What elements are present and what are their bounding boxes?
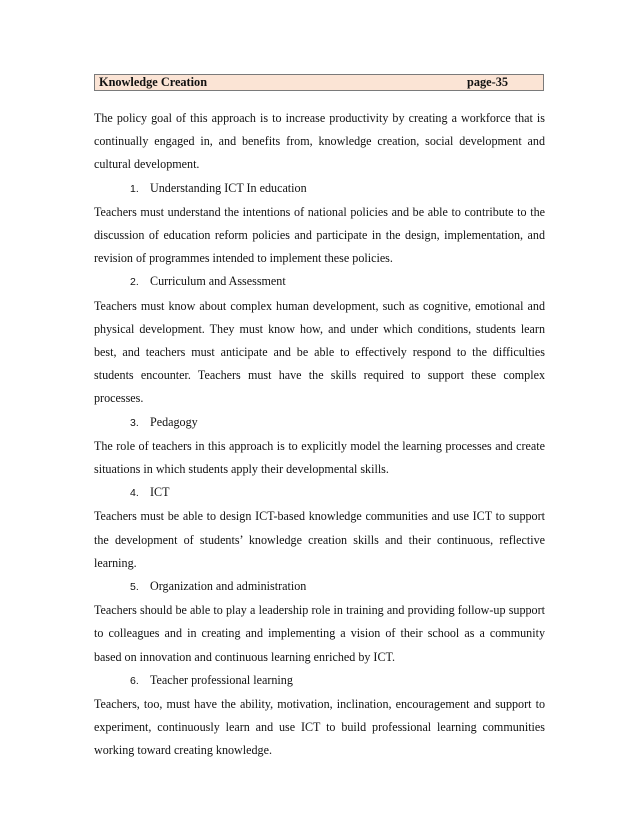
section-2	[94, 270, 545, 410]
section-4	[94, 481, 545, 575]
section-body: Teachers must understand the intentions of national policies and be able to contribute to the discussion of education reform policies and participate in the design, implementation, and revision of programmes intended to implement these policies.	[94, 204, 545, 266]
section-title: Organization and administration	[150, 579, 307, 594]
section-body: The role of teachers in this approach is to explicitly model the learning processes and create situations in which students apply their developmental skills.	[94, 438, 545, 477]
section-number: 4.	[130, 487, 139, 500]
section-title: Teacher professional learning	[150, 672, 293, 687]
section-5	[94, 575, 545, 669]
section-number: 2.	[130, 276, 139, 289]
section-number: 5.	[130, 581, 139, 594]
section-heading	[94, 481, 545, 505]
header-page-number: page-35	[467, 75, 508, 89]
section-heading	[94, 177, 545, 201]
section-number: 3.	[130, 416, 139, 429]
section-body: Teachers should be able to play a leadership role in training and providing follow-up support to colleagues and in creating and implementing a vision of their school as a community based on innovation and continuous learning enriched by ICT.	[94, 603, 545, 664]
page-header	[94, 74, 544, 91]
section-body: Teachers must be able to design ICT-based knowledge communities and use ICT to support the development of students’ knowledge creation skills and their continuous, reflective learning.	[94, 509, 545, 570]
section-heading	[94, 669, 545, 693]
section-heading	[94, 575, 545, 599]
section-body: Teachers must know about complex human development, such as cognitive, emotional and physical development. They must know how, and under which conditions, students learn best, and teachers must anticipate and be able to effectively respond to the difficulties students encounter. Teachers must have the skills required to support these complex processes.	[94, 298, 545, 406]
section-number: 1.	[130, 182, 139, 195]
section-heading	[94, 270, 545, 294]
section-number: 6.	[130, 674, 139, 687]
page-content	[94, 107, 545, 763]
section-1	[94, 177, 545, 271]
section-6	[94, 669, 545, 763]
section-title: Curriculum and Assessment	[150, 274, 286, 289]
section-body: Teachers, too, must have the ability, motivation, inclination, encouragement and support to experiment, continuously learn and use ICT to build professional learning communities working toward creating knowledge.	[94, 697, 545, 758]
section-title: Pedagogy	[150, 414, 198, 429]
section-heading	[94, 411, 545, 435]
section-title: Understanding ICT In education	[150, 180, 307, 195]
intro-paragraph: The policy goal of this approach is to increase productivity by creating a workforce that is continually engaged in, and benefits from, knowledge creation, social development and cultural development.	[94, 111, 545, 172]
section-3	[94, 411, 545, 482]
section-title: ICT	[150, 485, 170, 500]
header-title: Knowledge Creation	[99, 75, 208, 89]
